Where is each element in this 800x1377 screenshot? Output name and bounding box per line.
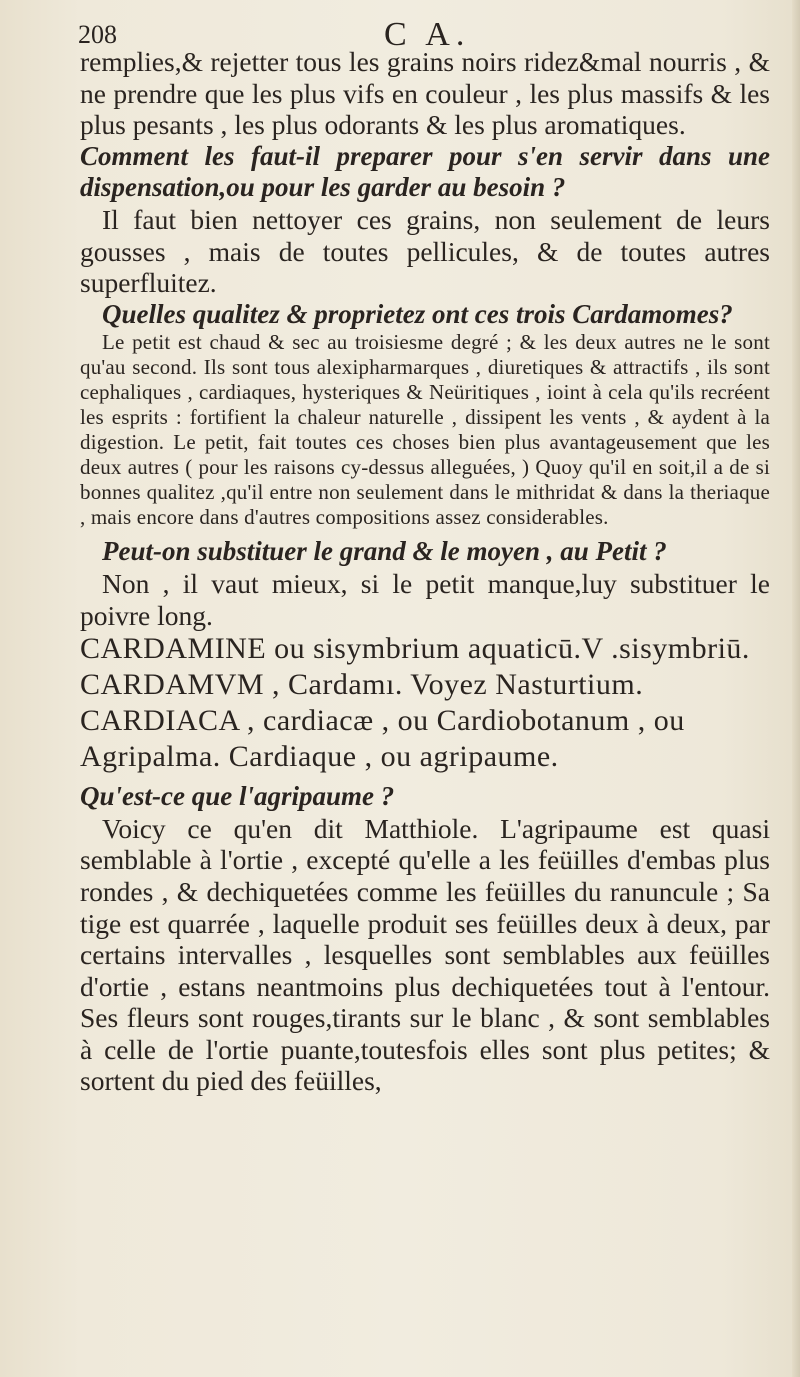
text-column [80,46,770,1097]
page-edge [792,0,800,1377]
paragraph-grain-selection: remplies,& rejetter tous les grains noirs ridez&mal nourris , & ne prendre que les plus vifs en couleur , les plus massifs & les plus pesants , les plus odorants & les plus aromatiques. [80,46,770,141]
paragraph-matthiole: Voicy ce qu'en dit Matthiole. L'agripaume est quasi semblable à l'ortie , excepté qu'elle a les feüilles d'embas plus rondes , & dechiquetées comme les feüilles du ranuncule ; Sa tige est quarrée , laquelle produit ses feüilles deux à deux, par certains intervalles , lesquelles sont semblables aux feüilles d'ortie , estans neantmoins plus dechiquetées tout à l'entour. Ses fleurs sont rouges,tirants sur le blanc , & sont semblables à celle de l'ortie puante,toutesfois elles sont plus petites; & sortent du pied des feüilles, [80,812,770,1097]
question-preparation: Comment les faut-il preparer pour s'en servir dans une dispensation,ou pour les garder au besoin ? [80,140,770,203]
paragraph-cleaning: Il faut bien nettoyer ces grains, non seulement de leurs gousses , mais de toutes pellicules, & de toutes autres superfluitez. [80,203,770,299]
paragraph-qualities: Le petit est chaud & sec au troisiesme degré ; & les deux autres ne le sont qu'au second. Ils sont tous alexipharmarques , diuretiques & attractifs , ils sont cephaliques , cardiaques, hysteriques & Neüritiques , ioint à cela qu'ils recréent les esprits : fortifient la chaleur naturelle , dissipent les vents , & aydent à la digestion. Le petit, fait toutes ces choses bien plus avantageusement que les deux autres ( pour les raisons cy-dessus alleguées, ) Quoy qu'il en soit,il a de si bonnes qualitez ,qu'il entre non seulement dans le mithridat & dans la theriaque , mais encore dans d'autres compositions assez considerables. [80,330,770,530]
entry-cardamum: CARDAMVM , Cardamı. Voyez Nasturtium. [80,668,644,702]
paragraph-substitute: Non , il vaut mieux, si le petit manque,luy substituer le poivre long. [80,567,770,631]
page-number: 208 [78,20,117,49]
running-head: C A. [384,16,471,53]
question-substitute: Peut-on substituer le grand & le moyen , au Petit ? [102,536,667,567]
entry-cardamine: CARDAMINE ou sisymbrium aquaticū.V .sisymbriū. [80,632,750,666]
margin-ink-mark [4,1253,64,1283]
entry-cardiaca: CARDIACA , cardiacæ , ou Cardiobotanum , ou Agripalma. Cardiaque , ou agripaume. [80,704,685,774]
question-agripaume: Qu'est-ce que l'agripaume ? [80,781,395,812]
question-qualities: Quelles qualitez & proprietez ont ces trois Cardamomes? [102,298,733,329]
